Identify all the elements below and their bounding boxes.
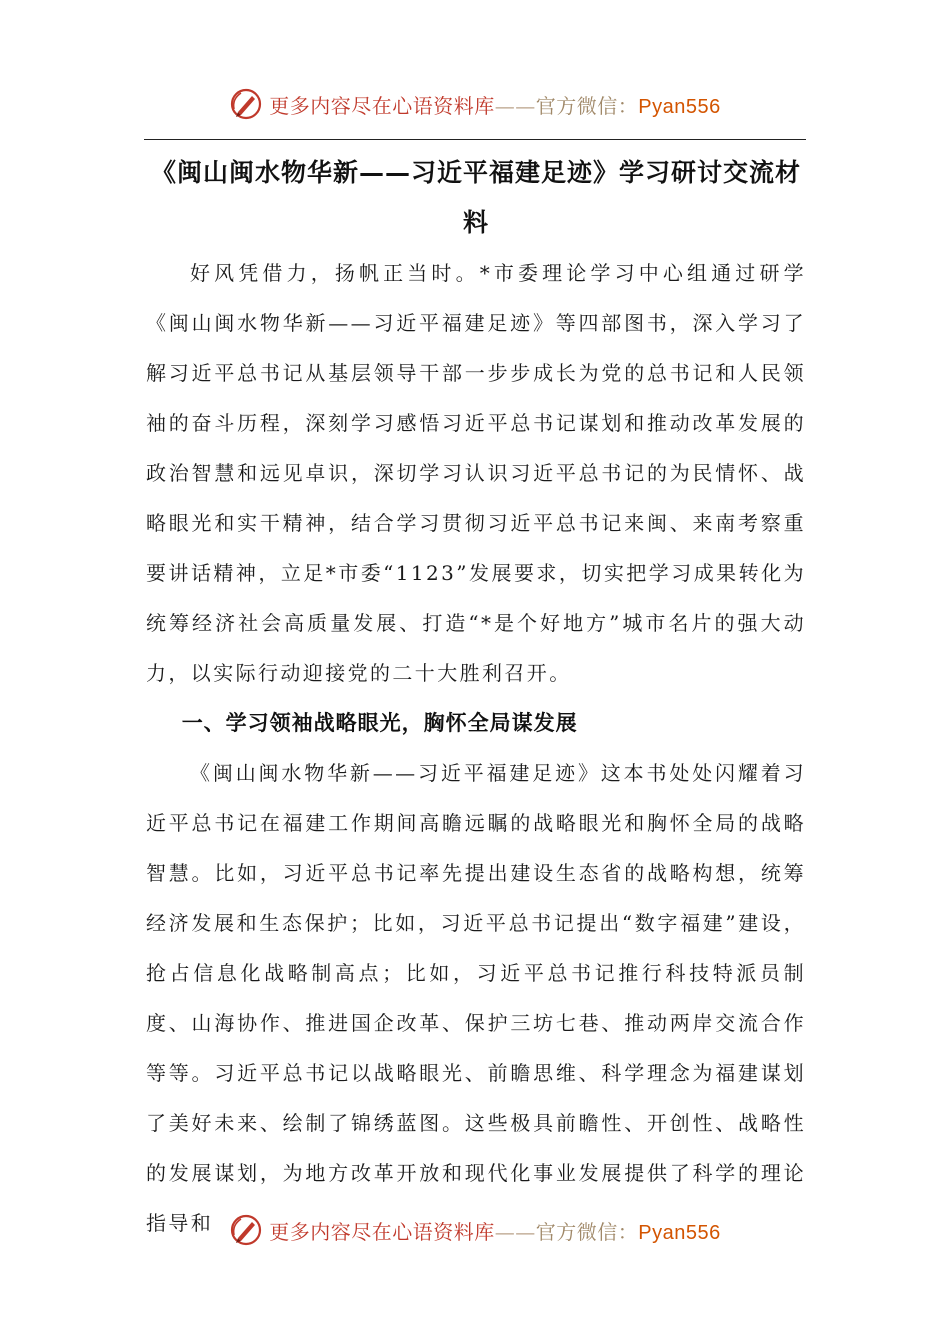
watermark-official: 官方微信： [535, 93, 639, 118]
pen-logo-icon [229, 1213, 263, 1247]
pen-logo-icon [229, 87, 263, 121]
watermark-text [269, 90, 720, 119]
watermark-wechat-id: Pyan556 [638, 95, 721, 118]
watermark-wechat-id: Pyan556 [638, 1221, 721, 1244]
section-heading: 一、学习领袖战略眼光，胸怀全局谋发展 [181, 710, 578, 735]
watermark-brand: 更多内容尽在心语资料库 [269, 93, 495, 118]
header-divider [144, 139, 806, 140]
watermark-text [269, 1216, 720, 1245]
watermark-brand: 更多内容尽在心语资料库 [269, 1219, 495, 1244]
document-body [146, 148, 806, 1248]
watermark-official: 官方微信： [535, 1219, 639, 1244]
watermark-dash: —— [494, 93, 536, 118]
watermark-dash: —— [494, 1219, 536, 1244]
page-title: 《闽山闽水物华新——习近平福建足迹》学习研讨交流材料 [150, 158, 801, 237]
header-watermark [0, 84, 950, 124]
intro-paragraph: 好风凭借力，扬帆正当时。*市委理论学习中心组通过研学《闽山闽水物华新——习近平福建足迹》等四部图书，深入学习了解习近平总书记从基层领导干部一步步成长为党的总书记和人民领袖的奋斗历程，深刻学习感悟习近平总书记谋划和推动改革发展的政治智慧和远见卓识，深切学习认识习近平总书记的为民情怀、战略眼光和实干精神，结合学习贯彻习近平总书记来闽、来南考察重要讲话精神，立足*市委“1123”发展要求，切实把学习成果转化为统筹经济社会高质量发展、打造“*是个好地方”城市名片的强大动力，以实际行动迎接党的二十大胜利召开。 [146, 261, 806, 685]
section-paragraph: 《闽山闽水物华新——习近平福建足迹》这本书处处闪耀着习近平总书记在福建工作期间高瞻远瞩的战略眼光和胸怀全局的战略智慧。比如，习近平总书记率先提出建设生态省的战略构想，统筹经济发展和生态保护；比如，习近平总书记提出“数字福建”建设，抢占信息化战略制高点；比如，习近平总书记推行科技特派员制度、山海协作、推进国企改革、保护三坊七巷、推动两岸交流合作等等。习近平总书记以战略眼光、前瞻思维、科学理念为福建谋划了美好未来、绘制了锦绣蓝图。这些极具前瞻性、开创性、战略性的发展谋划，为地方改革开放和现代化事业发展提供了科学的理论指导和 [146, 761, 806, 1235]
footer-watermark [0, 1210, 950, 1250]
